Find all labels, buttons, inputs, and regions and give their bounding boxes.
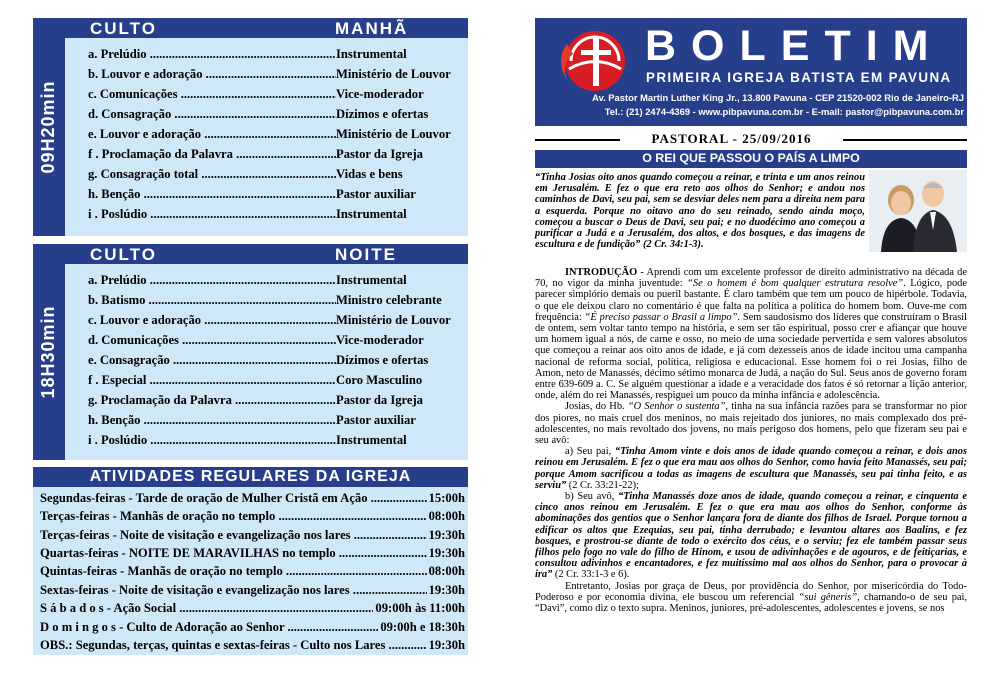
order-item: i . Poslúdio ..... <box>88 433 336 448</box>
order-responsible: Pastor da Igreja <box>336 393 423 408</box>
order-item: b. Louvor e adoração ..... <box>88 67 336 82</box>
order-responsible: Dízimos e ofertas <box>336 352 429 367</box>
order-responsible: Ministro celebrante <box>336 292 442 307</box>
activity-time: 09:00h e 18:30h <box>380 619 465 634</box>
activity-description: Terças-feiras - Manhãs de oração no templo ..... <box>40 509 427 524</box>
church-contact: Tel.: (21) 2474-4369 - www.pibpavuna.com.br - E-mail: pastor@pibpavuna.com.br <box>604 106 964 117</box>
evening-period-label: NOITE <box>335 245 397 264</box>
activity-description: OBS.: Segundas, terças, quintas e sextas-feiras - Culto nos Lares ..... <box>40 638 427 653</box>
order-row <box>88 64 468 84</box>
activities-title: ATIVIDADES REGULARES DA IGREJA <box>89 468 412 485</box>
order-row <box>88 124 468 144</box>
order-row <box>88 411 468 431</box>
order-item: d. Comunicações ..... <box>88 333 336 348</box>
order-item: d. Consagração ..... <box>88 107 336 122</box>
order-item: f . Proclamação da Palavra ..... <box>88 147 336 162</box>
activity-row <box>40 635 465 656</box>
church-name: PRIMEIRA IGREJA BATISTA EM PAVUNA <box>646 70 952 85</box>
order-row <box>88 44 468 64</box>
order-responsible: Pastor auxiliar <box>336 413 416 428</box>
order-item: f . Especial ..... <box>88 373 336 388</box>
order-row <box>88 270 468 290</box>
pastoral-label: PASTORAL - 25/09/2016 <box>651 131 812 146</box>
activity-time: 15:00h <box>428 490 465 505</box>
order-item: a. Prelúdio ..... <box>88 47 336 62</box>
activity-description: Sextas-feiras - Noite de visitação e evangelização nos lares ..... <box>40 583 427 598</box>
order-row <box>88 350 468 370</box>
sermon-quote: “Tinha Josias oito anos quando começou a reinar, e trinta e um anos reinou em Jerusalém. E fez o que era reto aos olhos do Senhor; e andou nos caminhos de Davi, seu pai, sem se desviar deles nem para a direita nem para a esquerda. Porque no oitavo ano do seu reinado, sendo ainda moço, começou a buscar o Deus de Davi, seu pai; e no duodécimo ano começou a purificar a Judá e a Jerusalém, dos altos, e dos bosques, e das imagens de escultura e de fundição” (2 Cr. 34:1-3). <box>535 172 865 251</box>
order-item: a. Prelúdio ..... <box>88 273 336 288</box>
point-b-paragraph: b) Seu avô, “Tinha Manassés doze anos de idade, quando começou a reinar, e cinquenta e cinco anos reinou em Jerusalém. E fez o que era mau aos olhos do Senhor, conforme às abominações dos gentios que o Senhor lançara fora de diante dos filhos de Israel. Porque tornou a edificar os altos que Ezequias, seu pai, tinha derrubado; e levantou altares aos Baalins, e fez bosques, e prostrou-se diante de todo o exército dos céus, e o serviu; fez ele também passar seus filhos pelo fogo no vale do filho de Hinom, e usou de adivinhações e de agouros, e de feitiçarias, e consultou adivinhos e encantadores, e fez muitíssimo mal aos olhos do Senhor, para o provocar à ira” (2 Cr. 33:1-3 e 6). <box>535 491 967 581</box>
order-item: e. Louvor e adoração ..... <box>88 127 336 142</box>
order-row <box>88 84 468 104</box>
order-item: c. Louvor e adoração ..... <box>88 313 336 328</box>
josias-paragraph: Josias, do Hb. “O Senhor o sustenta”, tinha na sua infância razões para se transformar no pior dos piores, no mais cruel dos meninos, no mais rejeitado dos juniores, no mais complexado dos pré-adolescentes, no mais revoltado dos jovens, no mais perigoso dos homens, pelo que fizeram seu pai e seu avô: <box>535 401 967 447</box>
order-row <box>88 165 468 185</box>
order-row <box>88 330 468 350</box>
intro-paragraph: INTRODUÇÃO - Aprendi com um excelente professor de direito administrativo na década de 70, no vigor da minha juventude: “Se o homem é bom qualquer estrutura resolve”. Lógico, pode parecer simplório demais ou pueril bastante. É claro também que tem um pouco de hipérbole. Todavia, o que ele deixou claro no comentário é que falta na política a política do homem bom. Ouve-me com frequência: “É preciso passar o Brasil a limpo”. Sem saudosismo dos líderes que construíram o Brasil de ontem, sem voltar tanto tempo na história, e sem ser tão espiritual, posso crer e afiançar que houve um homem igual a nós, de carne e osso, no meio de uma sociedade pervertida e sem valores absolutos que começou a reinar aos oito anos de idade, e já com dezesseis anos de idade incitou uma campanha nacional de reforma social, política, religiosa e educacional. Esse homem foi o rei Josias, filho de Amon, neto de Manassés, décimo sétimo monarca de Judá, a nação do Sul. Seus anos de governo foram entre 639-609 a. C. Se alguém questionar a idade e a veracidade dos fatos é só retornar a lição anterior, onde, além do rei Manassés, respiguei um pouco da minha infância e adolescência. <box>535 267 968 402</box>
activity-description: Segundas-feiras - Tarde de oração de Mulher Cristã em Ação ..... <box>40 491 427 506</box>
order-row <box>88 391 468 411</box>
order-responsible: Ministério de Louvor <box>336 312 451 327</box>
order-row <box>88 145 468 165</box>
pastoral-rule-left <box>535 139 620 141</box>
order-responsible: Instrumental <box>336 207 407 222</box>
order-item: b. Batismo ..... <box>88 293 336 308</box>
pastor-photo <box>869 170 967 252</box>
activity-time: 09:00h às 11:00h <box>375 601 465 616</box>
order-item: c. Comunicações ..... <box>88 87 336 102</box>
activity-description: Quartas-feiras - NOITE DE MARAVILHAS no templo ..... <box>40 546 427 561</box>
order-responsible: Dízimos e ofertas <box>336 106 429 121</box>
pastoral-rule-right <box>843 139 967 141</box>
order-item: g. Consagração total ..... <box>88 167 336 182</box>
order-responsible: Pastor da Igreja <box>336 147 423 161</box>
order-item: h. Benção ..... <box>88 413 336 428</box>
order-responsible: Vice-moderador <box>336 332 424 347</box>
order-responsible: Coro Masculino <box>336 373 423 387</box>
morning-time-label: 09H20min <box>38 80 58 174</box>
activity-description: S á b a d o s - Ação Social ..... <box>40 601 373 616</box>
order-row <box>88 104 468 124</box>
order-item: g. Proclamação da Palavra ..... <box>88 393 336 408</box>
sermon-title: O REI QUE PASSOU O PAÍS A LIMPO <box>642 151 860 165</box>
order-item: h. Benção ..... <box>88 187 336 202</box>
order-responsible: Instrumental <box>336 272 407 287</box>
morning-culto-label: CULTO <box>90 19 157 38</box>
order-row <box>88 185 468 205</box>
order-row <box>88 371 468 391</box>
activity-description: D o m i n g o s - Culto de Adoração ao Senhor ..... <box>40 620 378 635</box>
activity-time: 19:30h <box>428 582 465 597</box>
order-responsible: Vidas e bens <box>336 167 403 182</box>
evening-time-label: 18H30min <box>38 305 58 399</box>
activity-time: 08:00h <box>428 564 465 579</box>
order-item: e. Consagração ..... <box>88 353 336 368</box>
activity-time: 19:30h <box>428 545 465 560</box>
order-row <box>88 431 468 451</box>
activity-time: 08:00h <box>428 509 465 524</box>
order-responsible: Ministério de Louvor <box>336 126 451 141</box>
church-logo <box>553 24 629 98</box>
order-row <box>88 310 468 330</box>
sermon-body <box>535 267 967 614</box>
order-responsible: Instrumental <box>336 433 407 448</box>
order-row <box>88 205 468 225</box>
activity-time: 19:30h <box>428 527 465 542</box>
bulletin-title: BOLETIM <box>645 22 944 70</box>
point-a-paragraph: a) Seu pai, “Tinha Amom vinte e dois anos de idade quando começou a reinar, e dois anos reinou em Jerusalém. E fez o que era mau aos olhos do Senhor, como havia feito Manassés, seu pai; porque Amom sacrificou a todas as imagens de escultura que Manassés, seu pai tinha feito, e as serviu” (2 Cr. 33:21-22); <box>535 446 967 491</box>
order-item: i . Poslúdio ..... <box>88 207 336 222</box>
order-responsible: Vice-moderador <box>336 86 424 101</box>
evening-culto-label: CULTO <box>90 245 157 264</box>
church-address: Av. Pastor Martin Luther King Jr., 13.800 Pavuna - CEP 21520-002 Rio de Janeiro-RJ <box>592 92 964 103</box>
order-responsible: Instrumental <box>336 46 407 61</box>
activity-description: Terças-feiras - Noite de visitação e evangelização nos lares ..... <box>40 528 427 543</box>
morning-period-label: MANHÃ <box>335 19 409 38</box>
order-row <box>88 290 468 310</box>
activity-description: Quintas-feiras - Manhãs de oração no templo ..... <box>40 564 427 579</box>
closing-paragraph: Entretanto, Josias por graça de Deus, por providência do Senhor, por misericórdia do Todo-Poderoso e por economia divina, ele buscou um referencial “sui gêneris”, chamando-o de seu pai, “Davi”, como diz o texto supra. Meninos, juniores, pré-adolescentes, adolescentes e jovens, se nos <box>535 580 968 615</box>
order-responsible: Ministério de Louvor <box>336 66 451 81</box>
activity-time: 19:30h <box>428 637 465 652</box>
order-responsible: Pastor auxiliar <box>336 187 416 202</box>
